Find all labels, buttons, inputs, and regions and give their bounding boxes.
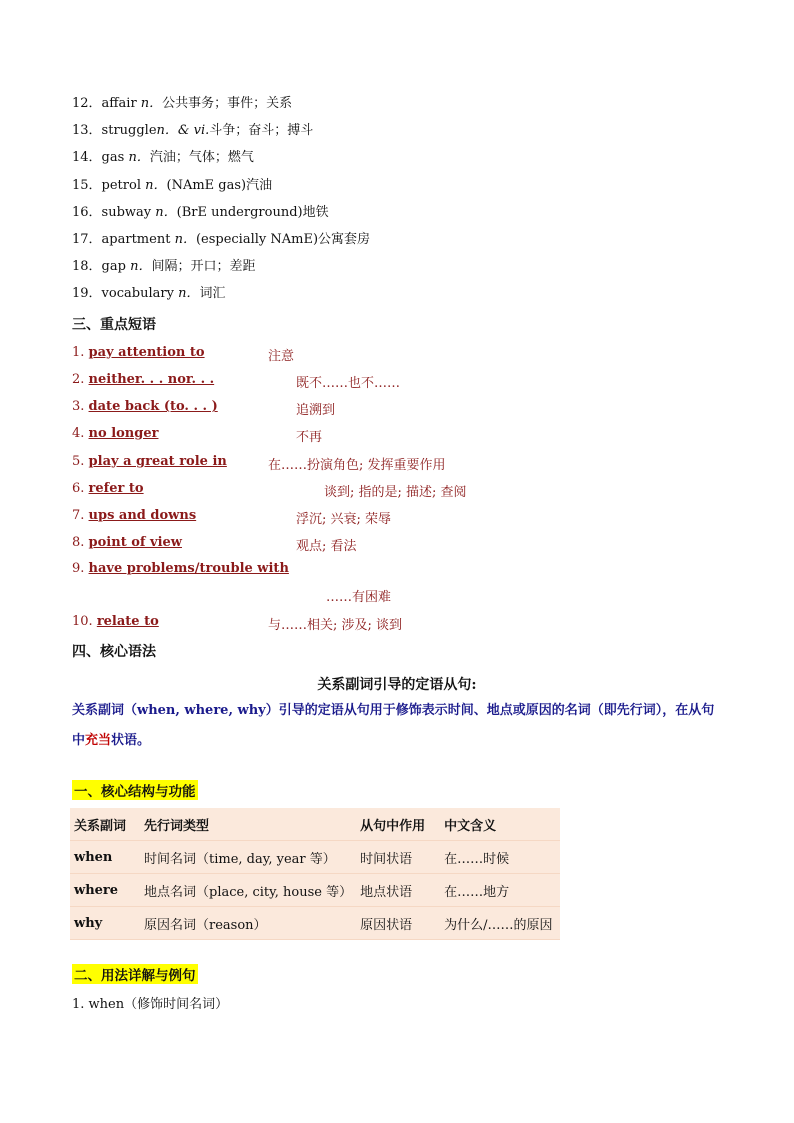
vocab-meaning: 词汇 [199, 286, 226, 302]
phrase-number: 7. [72, 508, 89, 523]
vocab-item [72, 257, 370, 284]
vocab-meaning: (especially NAmE)公寓套房 [195, 231, 371, 247]
phrase-english: play a great role in [88, 454, 227, 469]
table-cell: 时间名词（time, day, year 等） [140, 841, 356, 874]
vocab-item [72, 203, 370, 230]
phrase-chinese: ……有困难 [326, 590, 392, 605]
vocab-pos: n． [155, 204, 177, 220]
table-cell: 时间状语 [356, 841, 440, 874]
table-header-cell: 先行词类型 [140, 808, 356, 841]
section-title-grammar: 四、核心语法 [72, 644, 156, 660]
vocab-meaning: 间隔；开口；差距 [151, 259, 256, 275]
vocab-item [72, 230, 370, 257]
table-row [70, 841, 560, 874]
table-cell: 原因状语 [356, 907, 440, 940]
phrase-item [72, 535, 182, 550]
phrase-item [72, 399, 218, 414]
phrase-item [72, 508, 196, 523]
phrase-english: ups and downs [88, 508, 197, 523]
phrase-number: 1. [72, 345, 89, 360]
vocab-word: gas [101, 150, 125, 166]
table-cell: 为什么/……的原因 [440, 907, 560, 940]
vocab-meaning: 公共事务；事件；关系 [162, 96, 293, 111]
table-cell: 地点名词（place, city, house 等） [140, 874, 356, 907]
vocab-number: 16． [72, 204, 102, 220]
vocab-item [72, 284, 370, 311]
vocab-word: vocabulary [101, 286, 174, 302]
subsection-title-structure: 一、核心结构与功能 [72, 780, 198, 800]
table-cell: 在……时候 [440, 841, 560, 874]
vocab-word: petrol [101, 177, 141, 193]
phrase-english: pay attention to [88, 345, 205, 360]
phrase-english: refer to [88, 481, 144, 496]
vocab-number: 19． [72, 286, 102, 302]
grammar-table [70, 808, 560, 940]
phrase-chinese: 不再 [296, 430, 323, 445]
phrase-item [72, 454, 227, 469]
vocab-meaning: (BrE underground)地铁 [176, 204, 329, 220]
phrase-number: 9. [72, 561, 89, 576]
table-cell: 原因名词（reason） [140, 907, 356, 940]
phrase-number: 8. [72, 535, 89, 550]
phrase-item [72, 372, 214, 387]
table-cell: 在……地方 [440, 874, 560, 907]
table-cell: 地点状语 [356, 874, 440, 907]
phrase-english: no longer [88, 426, 159, 441]
phrase-item [72, 614, 159, 629]
phrase-item [72, 481, 144, 496]
vocab-number: 12． [72, 96, 102, 111]
intro-text-end: 状语。 [111, 733, 151, 748]
table-header-row [70, 808, 560, 841]
phrase-chinese: 既不……也不…… [296, 376, 401, 391]
grammar-title: 关系副词引导的定语从句: [317, 677, 477, 693]
phrase-item [72, 561, 289, 576]
table-header-cell: 从句中作用 [356, 808, 440, 841]
vocab-item [72, 121, 370, 148]
vocab-pos: n． [174, 231, 196, 247]
vocabulary-list [72, 94, 370, 312]
table-header-cell: 关系副词 [70, 808, 140, 841]
vocab-meaning: 汽油；气体；燃气 [149, 150, 254, 166]
phrase-item [72, 426, 158, 441]
vocab-item [72, 148, 370, 175]
usage-heading: 1. when（修饰时间名词） [72, 997, 229, 1012]
grammar-intro [72, 696, 722, 756]
phrase-chinese: 观点; 看法 [296, 539, 357, 554]
phrase-english: date back (to. . . ) [88, 399, 218, 414]
table-cell: why [70, 907, 140, 940]
phrase-chinese: 谈到; 指的是; 描述; 查阅 [324, 485, 467, 500]
vocab-pos: n． [178, 286, 200, 302]
phrase-chinese: 追溯到 [296, 403, 336, 418]
vocab-word: struggle [101, 123, 157, 139]
vocab-meaning: (NAmE gas)汽油 [166, 177, 273, 193]
table-cell: where [70, 874, 140, 907]
table-header-cell: 中文含义 [440, 808, 560, 841]
table-cell: when [70, 841, 140, 874]
vocab-pos: n． [128, 150, 150, 166]
phrase-chinese: 在……扮演角色; 发挥重要作用 [268, 458, 446, 473]
phrase-chinese: 与……相关; 涉及; 谈到 [268, 618, 403, 633]
vocab-word: gap [101, 259, 126, 275]
vocab-number: 18． [72, 259, 102, 275]
vocab-pos: n． [140, 96, 163, 111]
vocab-number: 15． [72, 177, 102, 193]
vocab-pos: n．& vi. [156, 123, 210, 139]
vocab-pos: n． [130, 259, 152, 275]
vocab-word: apartment [101, 231, 171, 247]
section-title-phrases: 三、重点短语 [72, 317, 156, 333]
phrase-english: neither. . . nor. . . [88, 372, 215, 387]
phrase-item [72, 345, 205, 360]
table-row [70, 874, 560, 907]
phrase-english: relate to [96, 614, 159, 629]
phrase-number: 10. [72, 614, 97, 629]
phrase-english: point of view [88, 535, 182, 550]
vocab-pos: n． [145, 177, 167, 193]
phrase-chinese: 浮沉; 兴衰; 荣辱 [296, 512, 392, 527]
vocab-word: subway [101, 204, 152, 220]
vocab-number: 13． [72, 123, 102, 139]
table-row [70, 907, 560, 940]
phrase-english: have problems/trouble with [88, 561, 289, 576]
intro-text: 关系副词（when, where, why）引导的定语从句用于修饰表示时间、地点或原因的名词（即先行词），在从句中 [72, 703, 715, 748]
phrase-number: 4. [72, 426, 89, 441]
phrase-number: 2. [72, 372, 89, 387]
subsection-title-usage: 二、用法详解与例句 [72, 964, 198, 984]
intro-highlight: 充当 [85, 733, 112, 748]
phrase-chinese: 注意 [268, 349, 295, 364]
vocab-item [72, 94, 370, 121]
phrase-number: 3. [72, 399, 89, 414]
phrase-number: 5. [72, 454, 89, 469]
phrase-number: 6. [72, 481, 89, 496]
vocab-item [72, 176, 370, 203]
vocab-word: affair [101, 96, 137, 111]
vocab-number: 17． [72, 231, 102, 247]
vocab-number: 14． [72, 150, 102, 166]
vocab-meaning: 斗争；奋斗；搏斗 [209, 123, 314, 139]
